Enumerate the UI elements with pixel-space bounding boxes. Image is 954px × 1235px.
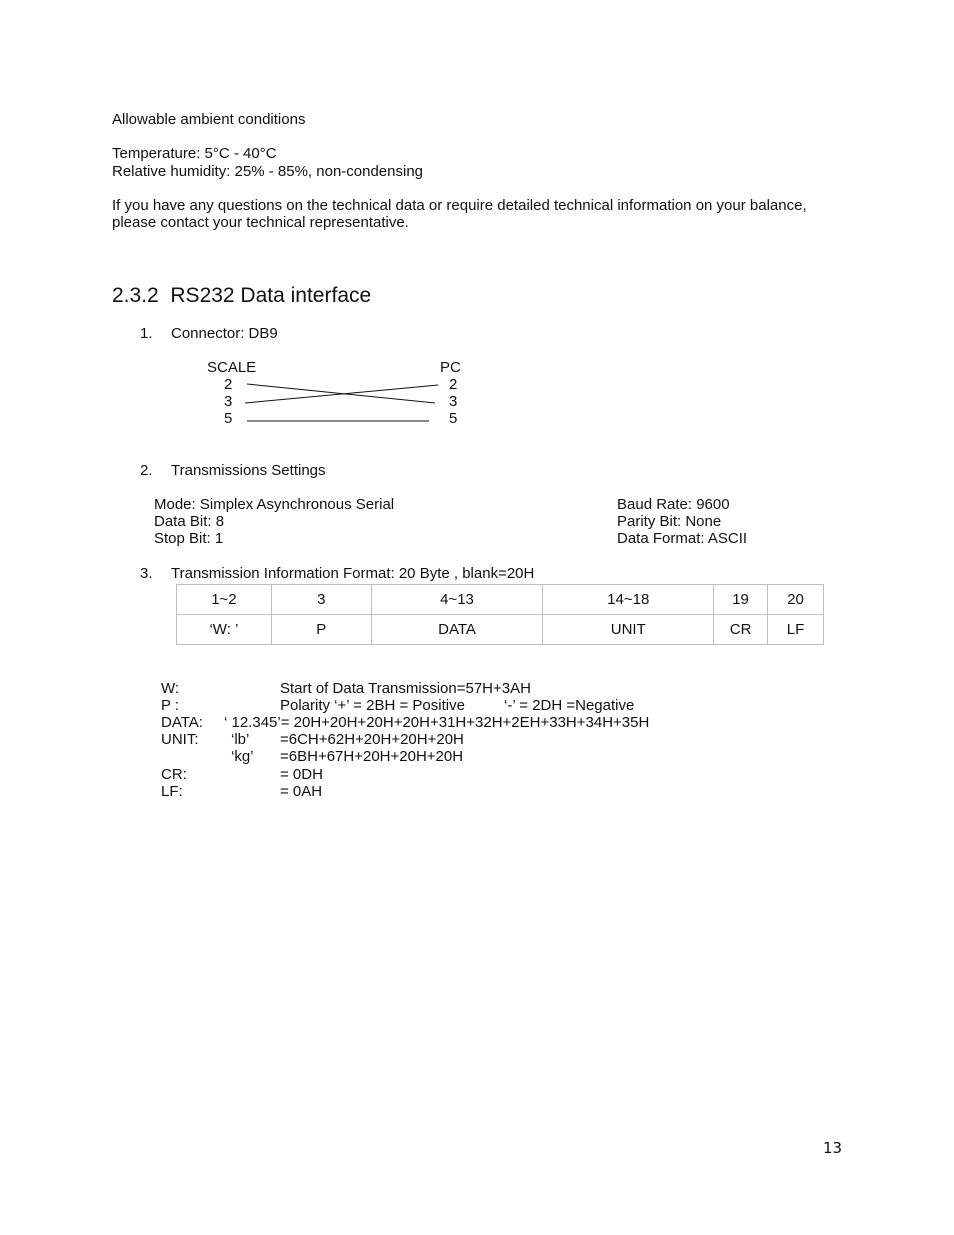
scale-pin-2: 2: [224, 376, 233, 393]
def-value-w: Start of Data Transmission=57H+3AH: [280, 680, 531, 697]
format-table: [176, 584, 824, 645]
table-cell: DATA: [371, 615, 543, 645]
ambient-title: Allowable ambient conditions: [112, 111, 306, 128]
table-row: [177, 615, 824, 645]
def-sub-kg: ‘kg’: [231, 748, 254, 765]
table-cell: ‘W: ’: [177, 615, 272, 645]
data-format-text: Data Format: ASCII: [617, 530, 748, 547]
def-key-unit: UNIT:: [161, 731, 199, 748]
def-value-lb: =6CH+62H+20H+20H+20H: [280, 731, 464, 748]
table-cell: CR: [714, 615, 768, 645]
transmission-label: Transmissions Settings: [171, 462, 326, 479]
contact-text-line2: please contact your technical representative.: [112, 214, 409, 231]
def-value-kg: =6BH+67H+20H+20H+20H: [280, 748, 464, 765]
pc-label: PC: [440, 359, 461, 376]
def-value-data: ‘ 12.345’= 20H+20H+20H+20H+31H+32H+2EH+33H+34H+35H: [224, 714, 650, 731]
table-cell: LF: [768, 615, 824, 645]
def-value-p-negative: ‘-’ = 2DH =Negative: [504, 697, 635, 714]
scale-pin-5: 5: [224, 410, 233, 427]
data-bit-text: Data Bit: 8: [154, 513, 225, 530]
item-number-format: 3.: [140, 565, 153, 582]
def-key-data: DATA:: [161, 714, 203, 731]
connector-label: Connector: DB9: [171, 325, 278, 342]
def-key-cr: CR:: [161, 766, 187, 783]
pc-pin-3: 3: [449, 393, 458, 410]
parity-bit-text: Parity Bit: None: [617, 513, 722, 530]
table-cell: 14~18: [543, 585, 714, 615]
item-number-transmission: 2.: [140, 462, 153, 479]
mode-text: Mode: Simplex Asynchronous Serial: [154, 496, 395, 513]
def-value-p: Polarity ‘+’ = 2BH = Positive: [280, 697, 465, 714]
table-cell: 1~2: [177, 585, 272, 615]
pc-pin-5: 5: [449, 410, 458, 427]
def-key-w: W:: [161, 680, 180, 697]
def-key-lf: LF:: [161, 783, 183, 800]
def-value-cr: = 0DH: [280, 766, 323, 783]
def-value-lf: = 0AH: [280, 783, 323, 800]
contact-text-line1: If you have any questions on the technical data or require detailed technical information on your balance,: [112, 197, 807, 214]
format-label: Transmission Information Format: 20 Byte , blank=20H: [171, 565, 535, 582]
table-cell: P: [271, 615, 371, 645]
pc-pin-2: 2: [449, 376, 458, 393]
scale-label: SCALE: [207, 359, 257, 376]
scale-pin-3: 3: [224, 393, 233, 410]
table-cell: 4~13: [371, 585, 543, 615]
def-key-p: P :: [161, 697, 180, 714]
table-cell: UNIT: [543, 615, 714, 645]
page-number: 13: [823, 1139, 843, 1157]
stop-bit-text: Stop Bit: 1: [154, 530, 224, 547]
table-row: [177, 585, 824, 615]
section-number: 2.3.2: [112, 284, 159, 307]
table-cell: 19: [714, 585, 768, 615]
item-number-connector: 1.: [140, 325, 153, 342]
temperature-text: Temperature: 5°C - 40°C: [112, 145, 277, 162]
def-sub-lb: ‘lb’: [231, 731, 250, 748]
baud-rate-text: Baud Rate: 9600: [617, 496, 730, 513]
table-cell: 3: [271, 585, 371, 615]
section-title: RS232 Data interface: [170, 284, 372, 307]
humidity-text: Relative humidity: 25% - 85%, non-condensing: [112, 163, 424, 180]
table-cell: 20: [768, 585, 824, 615]
